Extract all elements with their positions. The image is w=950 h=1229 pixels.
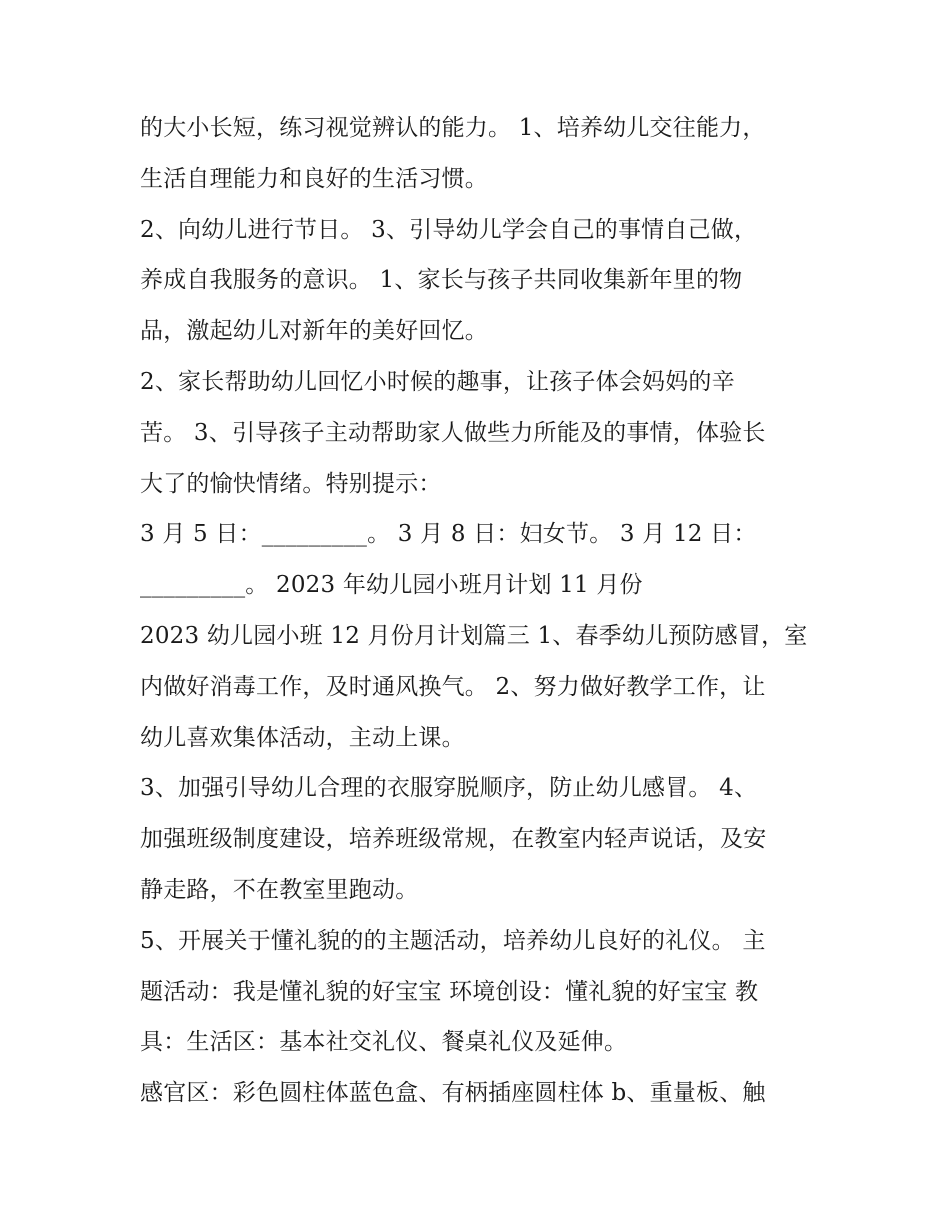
- text-line: 内做好消毒工作，及时通风换气。 2、努力做好教学工作，让: [140, 673, 766, 700]
- text-line: _________。 2023 年幼儿园小班月计划 11 月份: [140, 572, 643, 599]
- text-line: 3 月 5 日：_________。 3 月 8 日：妇女节。 3 月 12 日：: [140, 521, 757, 548]
- text-line: 2023 幼儿园小班 12 月份月计划篇三 1、春季幼儿预防感冒，室: [140, 622, 808, 649]
- text-line: 加强班级制度建设，培养班级常规，在教室内轻声说话，及安: [140, 826, 767, 853]
- text-line: 苦。 3、引导孩子主动帮助家人做些力所能及的事情，体验长: [140, 419, 766, 446]
- text-line: 静走路，不在教室里跑动。: [140, 876, 419, 903]
- text-line: 养成自我服务的意识。 1、家长与孩子共同收集新年里的物: [140, 267, 743, 294]
- text-line: 的大小长短，练习视觉辨认的能力。 1、培养幼儿交往能力，: [140, 115, 766, 141]
- text-line: 题活动：我是懂礼貌的好宝宝 环境创设：懂礼貌的好宝宝 教: [140, 978, 759, 1005]
- text-line: 幼儿喜欢集体活动，主动上课。: [140, 724, 465, 751]
- text-line: 品，激起幼儿对新年的美好回忆。: [140, 318, 488, 345]
- text-line: 5、开展关于懂礼貌的的主题活动，培养幼儿良好的礼仪。 主: [140, 927, 766, 954]
- text-line: 大了的愉快情绪。特别提示：: [140, 470, 442, 497]
- text-line: 2、向幼儿进行节日。 3、引导幼儿学会自己的事情自己做，: [140, 216, 758, 243]
- document-body: [140, 103, 820, 1119]
- text-line: 具：生活区：基本社交礼仪、餐桌礼仪及延伸。: [140, 1029, 628, 1056]
- text-line: 感官区：彩色圆柱体蓝色盒、有柄插座圆柱体 b、重量板、触: [140, 1080, 766, 1107]
- text-line: 生活自理能力和良好的生活习惯。: [140, 165, 488, 192]
- text-line: 3、加强引导幼儿合理的衣服穿脱顺序，防止幼儿感冒。 4、: [140, 775, 758, 802]
- text-line: 2、家长帮助幼儿回忆小时候的趣事，让孩子体会妈妈的辛: [140, 368, 735, 395]
